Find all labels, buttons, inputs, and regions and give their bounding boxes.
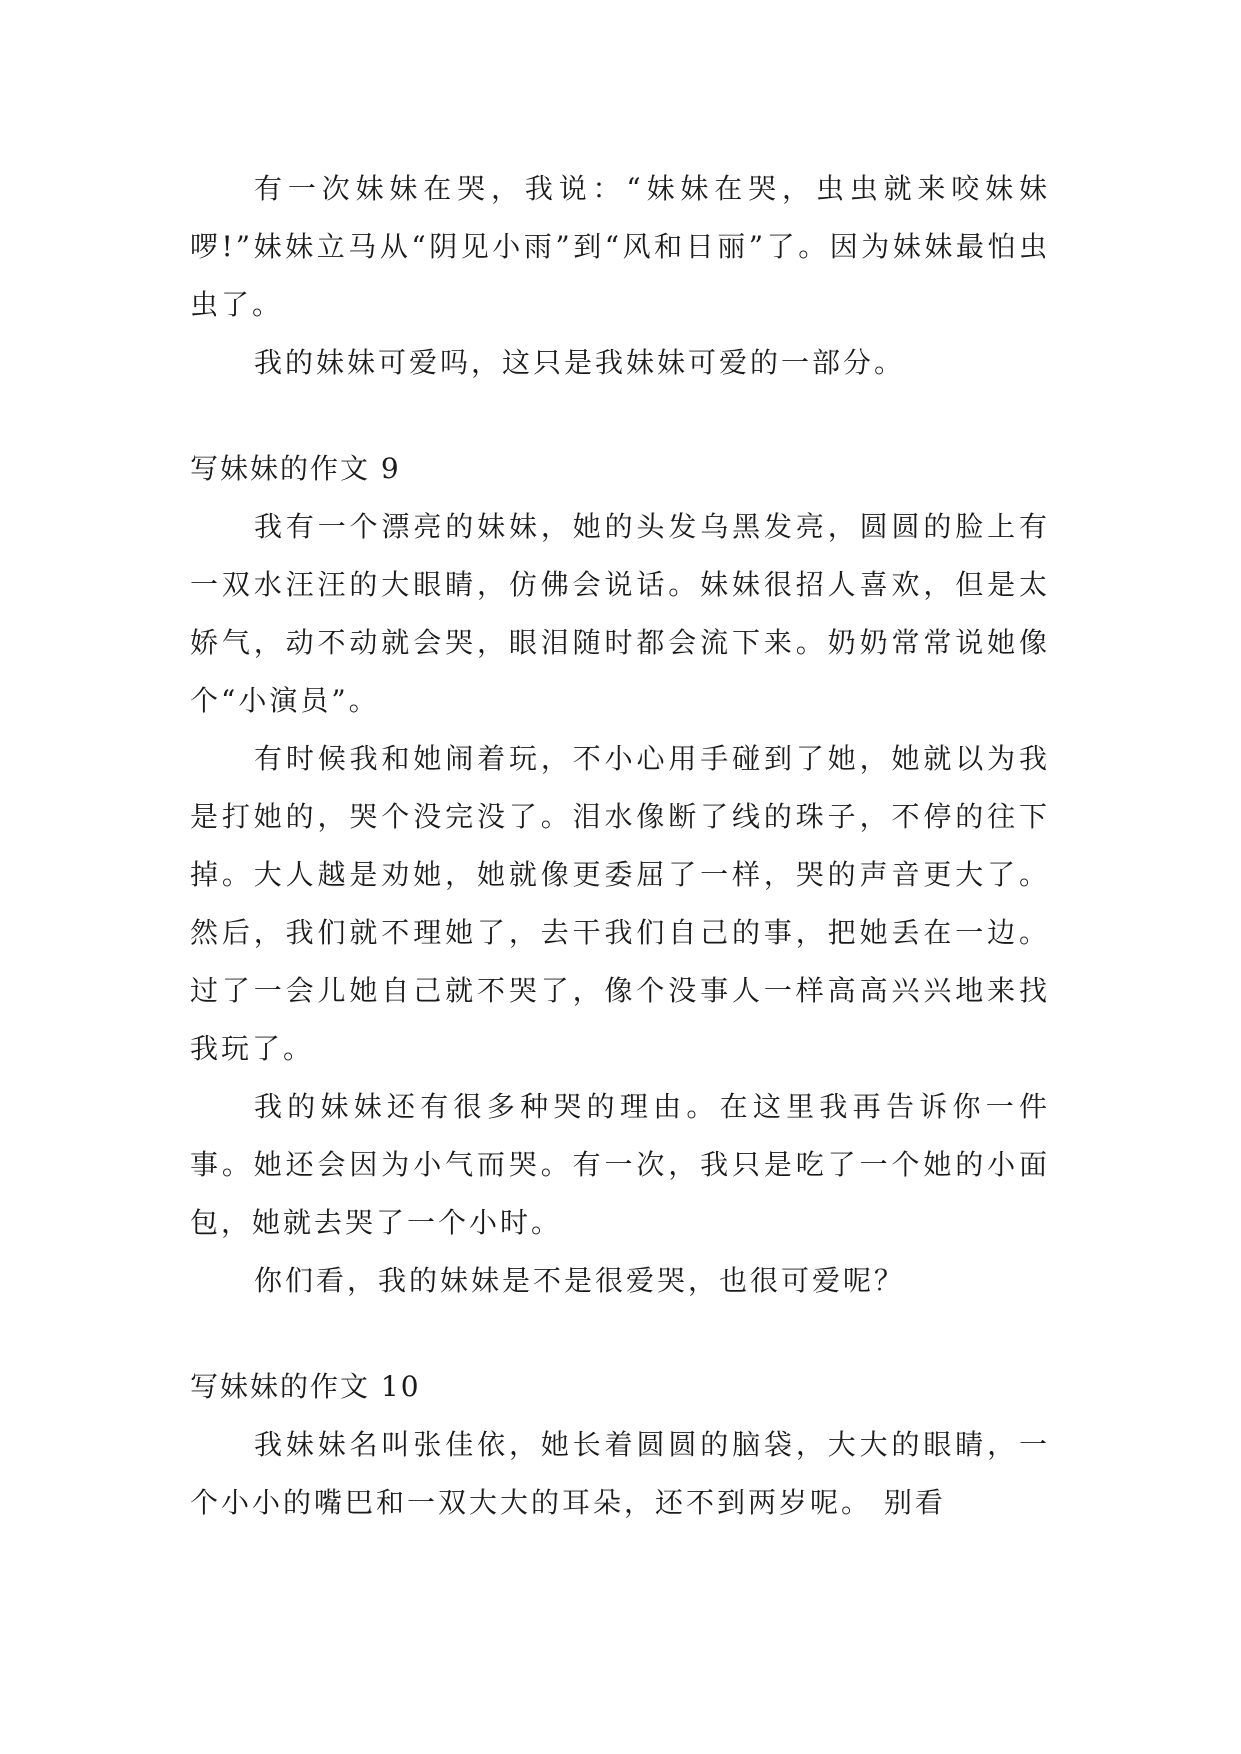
paragraph: 我有一个漂亮的妹妹，她的头发乌黑发亮，圆圆的脸上有一双水汪汪的大眼睛，仿佛会说话。妹妹很招人喜欢，但是太娇气，动不动就会哭，眼泪随时都会流下来。奶奶常常说她像个“小演员”。 <box>190 510 1050 717</box>
paragraph: 有一次妹妹在哭，我说：“妹妹在哭，虫虫就来咬妹妹啰!”妹妹立马从“阴见小雨”到“风和日丽”了。因为妹妹最怕虫虫了。 <box>190 172 1050 321</box>
section-essay-10 <box>190 1358 1050 1532</box>
document-page <box>190 160 1050 1532</box>
section-heading: 写妹妹的作文 10 <box>190 1370 421 1403</box>
paragraph: 有时候我和她闹着玩，不小心用手碰到了她，她就以为我是打她的，哭个没完没了。泪水像断了线的珠子，不停的往下掉。大人越是劝她，她就像更委屈了一样，哭的声音更大了。然后，我们就不理她了，去干我们自己的事，把她丢在一边。过了一会儿她自己就不哭了，像个没事人一样高高兴兴地来找我玩了。 <box>190 742 1050 1065</box>
paragraph: 我妹妹名叫张佳依，她长着圆圆的脑袋，大大的眼睛，一个小小的嘴巴和一双大大的耳朵，还不到两岁呢。 别看 <box>190 1428 1050 1519</box>
section-heading: 写妹妹的作文 9 <box>190 452 401 485</box>
section-essay-9 <box>190 440 1050 1310</box>
paragraph: 你们看，我的妹妹是不是很爱哭，也很可爱呢？ <box>254 1264 906 1297</box>
section-intro <box>190 160 1050 392</box>
paragraph: 我的妹妹还有很多种哭的理由。在这里我再告诉你一件事。她还会因为小气而哭。有一次，我只是吃了一个她的小面包，她就去哭了一个小时。 <box>190 1090 1050 1239</box>
paragraph: 我的妹妹可爱吗，这只是我妹妹可爱的一部分。 <box>254 346 906 379</box>
